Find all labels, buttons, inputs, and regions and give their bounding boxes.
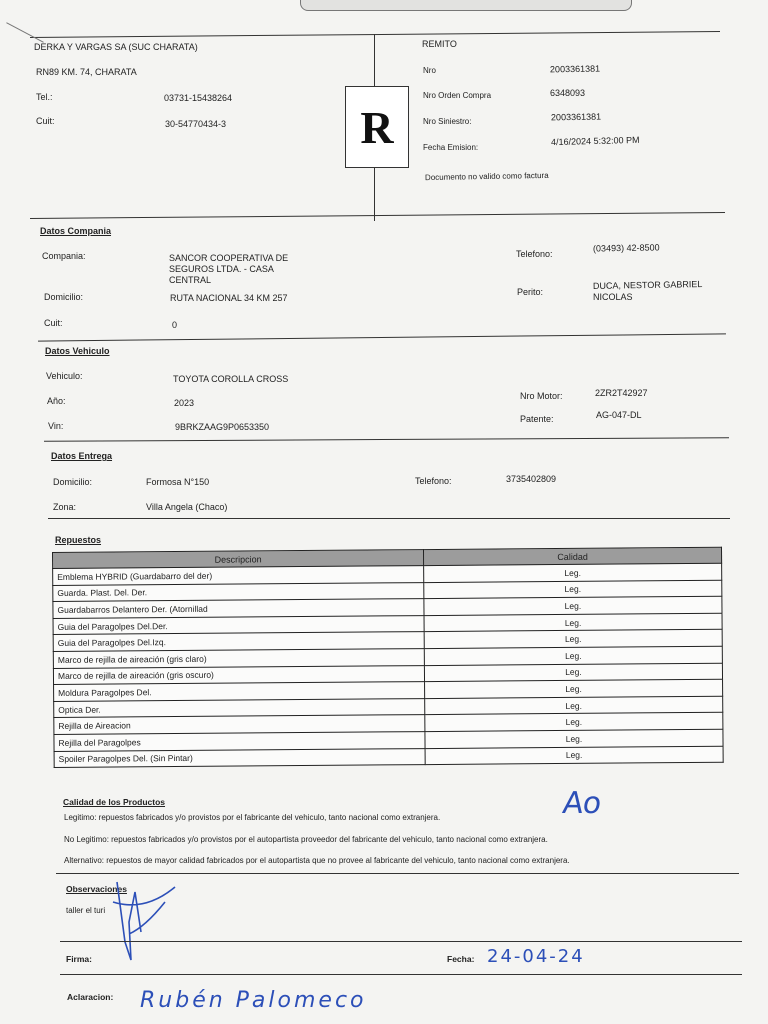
section-title-observaciones: Observaciones — [66, 884, 127, 894]
entrega-domicilio-label: Domicilio: — [53, 477, 93, 487]
calidad-alternativo: Alternativo: repuestos de mayor calidad fabricados por el autopartista que no provee al fabricante del vehiculo, tanto nacional como extranjera. — [64, 856, 570, 865]
entrega-zona-label: Zona: — [53, 502, 77, 512]
row-calidad: Leg. — [425, 696, 723, 715]
row-calidad: Leg. — [425, 679, 723, 698]
entrega-domicilio-value: Formosa N°150 — [146, 477, 210, 487]
top-edge-decoration — [300, 0, 632, 11]
remito-orden-value: 6348093 — [550, 88, 586, 98]
row-descripcion: Guarda. Plast. Del. Der. — [53, 582, 424, 602]
section-title-entrega: Datos Entrega — [51, 451, 113, 461]
firma-bottom-rule — [60, 974, 742, 975]
remito-siniestro-label: Nro Siniestro: — [423, 117, 472, 126]
remito-siniestro-value: 2003361381 — [550, 111, 602, 123]
aclaracion-label: Aclaracion: — [67, 992, 114, 1002]
remito-fecha-value: 4/16/2024 5:32:00 PM — [550, 134, 640, 148]
row-calidad: Leg. — [424, 563, 722, 582]
remito-nro-value: 2003361381 — [549, 63, 601, 75]
row-calidad: Leg. — [425, 729, 723, 748]
vehiculo-motor-value: 2ZR2T42927 — [595, 388, 648, 398]
document-type-letter: R — [345, 86, 409, 168]
vehiculo-anio-label: Año: — [47, 396, 66, 406]
row-descripcion: Rejilla de Aireacion — [54, 715, 425, 735]
row-calidad: Leg. — [424, 663, 722, 682]
entrega-telefono-value: 3735402809 — [506, 474, 557, 484]
compania-value-line3: CENTRAL — [169, 275, 212, 285]
entrega-telefono-label: Telefono: — [415, 476, 452, 486]
row-descripcion: Optica Der. — [54, 698, 425, 718]
header-bottom-rule — [30, 212, 725, 219]
row-descripcion: Rejilla del Paragolpes — [54, 732, 425, 752]
repuestos-table — [52, 547, 724, 768]
signature-scribble — [105, 872, 190, 967]
compania-perito-label: Perito: — [517, 287, 544, 297]
vehiculo-vin-label: Vin: — [48, 421, 64, 431]
remito-nro-label: Nro — [423, 66, 436, 75]
column-header-descripcion: Descripcion — [53, 550, 424, 569]
row-calidad: Leg. — [425, 746, 723, 765]
compania-telefono-label: Telefono: — [516, 249, 553, 259]
row-calidad: Leg. — [424, 646, 722, 665]
issuer-cuit-value: 30-54770434-3 — [165, 119, 227, 129]
issuer-address: RN89 KM. 74, CHARATA — [36, 67, 137, 77]
issuer-cuit-label: Cuit: — [36, 116, 55, 126]
compania-domicilio-label: Domicilio: — [44, 292, 84, 302]
compania-label: Compania: — [42, 251, 86, 261]
compania-cuit-value: 0 — [172, 320, 178, 330]
section-title-vehiculo: Datos Vehiculo — [45, 346, 110, 356]
row-calidad: Leg. — [424, 580, 722, 599]
observaciones-text: taller el turi — [66, 906, 106, 915]
vehiculo-label: Vehiculo: — [46, 371, 83, 381]
fecha-label: Fecha: — [447, 954, 475, 964]
section-title-repuestos: Repuestos — [55, 535, 102, 545]
compania-bottom-rule — [38, 333, 726, 341]
compania-perito-value-line1: DUCA, NESTOR GABRIEL — [592, 279, 703, 291]
corner-fold-mark — [6, 22, 44, 43]
vehiculo-motor-label: Nro Motor: — [520, 391, 563, 401]
issuer-tel-value: 03731-15438264 — [164, 93, 233, 103]
row-descripcion: Guia del Paragolpes Del.Izq. — [53, 632, 424, 652]
issuer-tel-label: Tel.: — [36, 92, 53, 102]
calidad-no-legitimo: No Legitimo: repuestos fabricados y/o provistos por el autopartista proveedor del fabricante del vehiculo, tanto nacional como extranjera. — [64, 835, 548, 844]
row-descripcion: Emblema HYBRID (Guardabarro del der) — [53, 566, 424, 586]
compania-value-line2: SEGUROS LTDA. - CASA — [169, 264, 274, 274]
header-top-rule — [30, 31, 720, 38]
aclaracion-handwritten: Rubén Palomeco — [140, 988, 367, 1013]
compania-cuit-label: Cuit: — [44, 318, 63, 328]
remito-orden-label: Nro Orden Compra — [423, 91, 492, 100]
row-descripcion: Guardabarros Delantero Der. (Atornillad — [53, 599, 424, 619]
compania-domicilio-value: RUTA NACIONAL 34 KM 257 — [170, 293, 288, 303]
row-descripcion: Spoiler Paragolpes Del. (Sin Pintar) — [54, 748, 425, 768]
remito-title: REMITO — [422, 39, 457, 49]
compania-telefono-value: (03493) 42-8500 — [592, 242, 660, 254]
vehiculo-patente-value: AG-047-DL — [596, 410, 642, 420]
row-descripcion: Moldura Paragolpes Del. — [54, 682, 425, 702]
remito-note: Documento no valido como factura — [424, 170, 549, 183]
vehiculo-vin-value: 9BRKZAAG9P0653350 — [175, 422, 270, 432]
firma-label: Firma: — [66, 954, 92, 964]
row-calidad: Leg. — [425, 713, 723, 732]
compania-value-line1: SANCOR COOPERATIVA DE — [169, 253, 289, 263]
row-descripcion: Guia del Paragolpes Del.Der. — [53, 615, 424, 635]
remito-fecha-label: Fecha Emision: — [423, 143, 479, 152]
row-descripcion: Marco de rejilla de aireación (gris oscuro) — [53, 665, 424, 685]
row-calidad: Leg. — [424, 613, 722, 632]
entrega-zona-value: Villa Angela (Chaco) — [146, 502, 228, 512]
compania-perito-value-line2: NICOLAS — [593, 292, 633, 302]
vehiculo-patente-label: Patente: — [520, 414, 554, 424]
vehiculo-bottom-rule — [44, 437, 729, 442]
entrega-bottom-rule — [48, 518, 730, 519]
vehiculo-anio-value: 2023 — [174, 398, 195, 408]
row-calidad: Leg. — [424, 630, 722, 649]
calidad-legitimo: Legitimo: repuestos fabricados y/o provistos por el fabricante del vehiculo, tanto nacional como extranjera. — [64, 813, 441, 822]
section-title-calidad: Calidad de los Productos — [63, 797, 166, 807]
section-title-compania: Datos Compania — [40, 226, 112, 236]
column-header-calidad: Calidad — [423, 547, 721, 565]
row-calidad: Leg. — [424, 596, 722, 615]
firma-top-rule — [60, 941, 742, 942]
row-descripcion: Marco de rejilla de aireación (gris claro) — [53, 649, 424, 669]
handwritten-mark: Ao — [560, 786, 604, 821]
fecha-handwritten: 24-04-24 — [487, 946, 585, 967]
issuer-company: DERKA Y VARGAS SA (SUC CHARATA) — [34, 42, 198, 52]
vehiculo-value: TOYOTA COROLLA CROSS — [173, 374, 289, 384]
